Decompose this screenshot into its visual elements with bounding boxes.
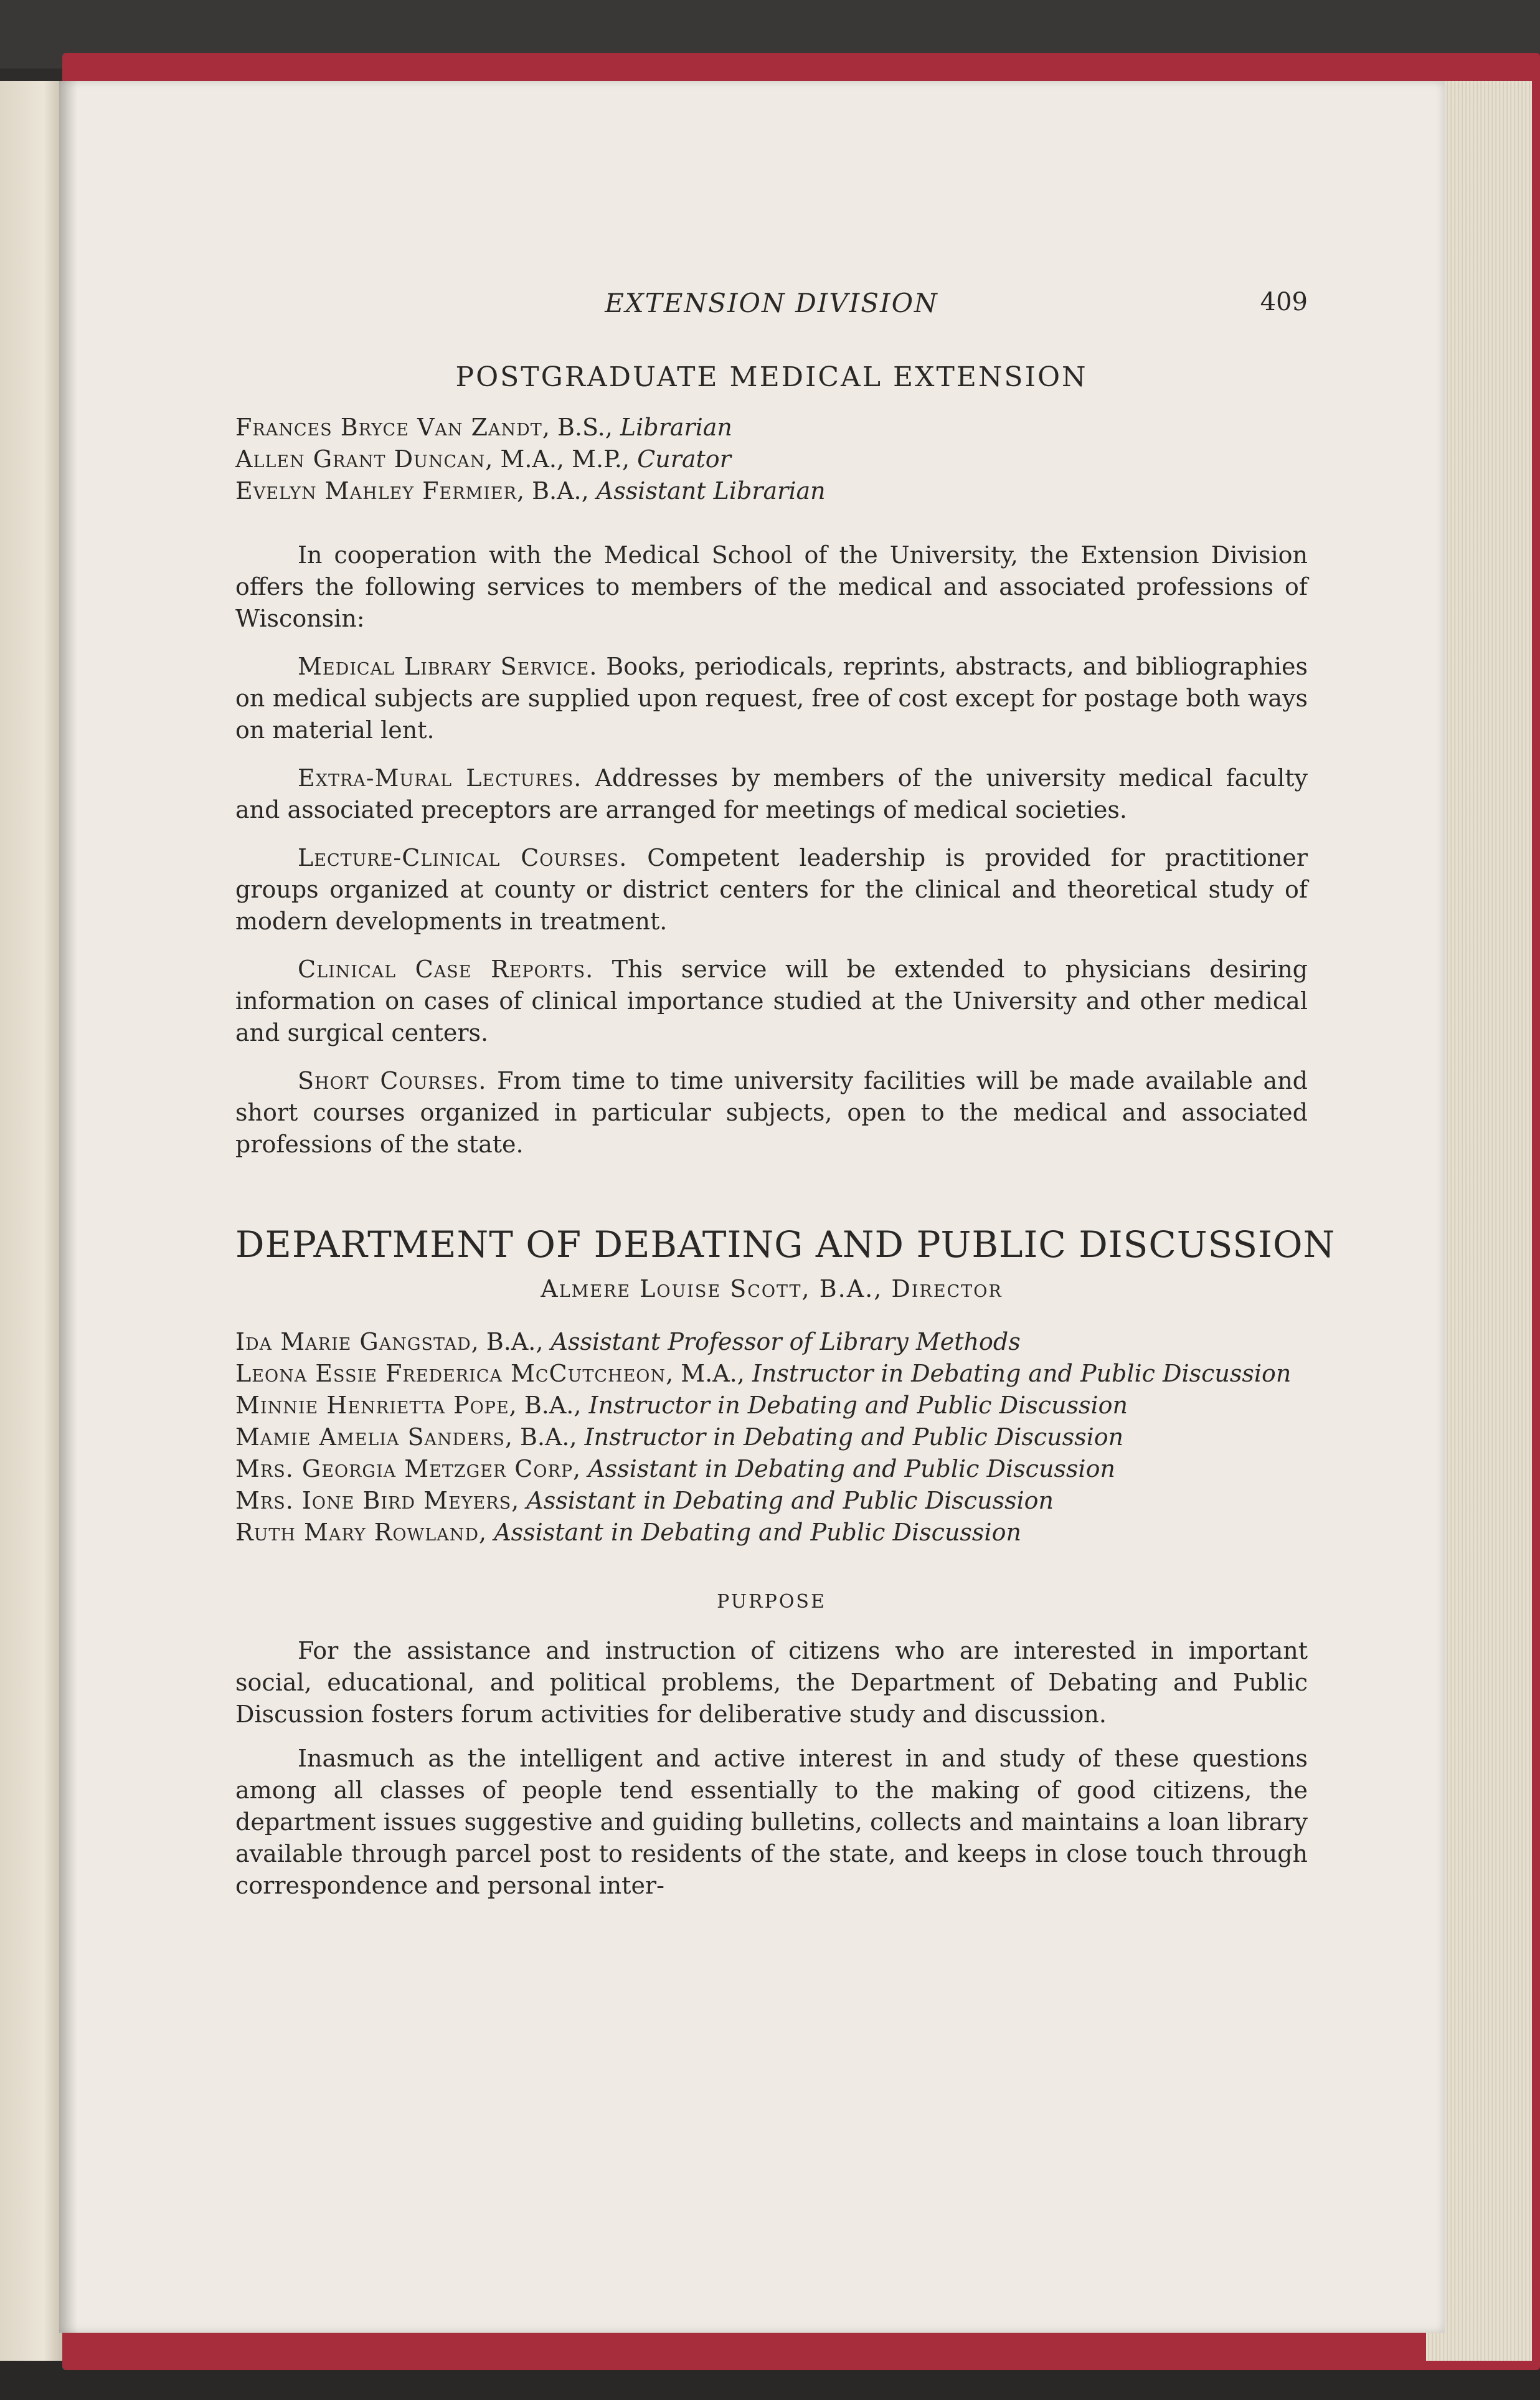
staff-title: Curator bbox=[637, 445, 731, 473]
staff-name: Frances Bryce Van Zandt bbox=[235, 414, 542, 441]
staff-degree: , bbox=[479, 1519, 494, 1546]
service-text: Books, periodicals, reprints, abstracts, and bibliographies on medical subjects are supplied upon request, free of cost except for postage both ways on material lent. bbox=[235, 653, 1308, 744]
staff-name: Ruth Mary Rowland bbox=[235, 1519, 479, 1546]
staff-entry bbox=[235, 475, 1308, 507]
staff-title: Assistant Librarian bbox=[596, 477, 826, 505]
gutter-shadow bbox=[59, 81, 78, 2333]
facing-page-edge bbox=[0, 81, 62, 2361]
staff-title: Instructor in Debating and Public Discussion bbox=[584, 1423, 1124, 1451]
staff-title: Assistant in Debating and Public Discussion bbox=[494, 1519, 1021, 1546]
staff-name: Evelyn Mahley Fermier bbox=[235, 477, 517, 505]
staff-title: Assistant in Debating and Public Discussion bbox=[526, 1487, 1054, 1514]
running-head-title: EXTENSION DIVISION bbox=[605, 288, 938, 318]
staff-degree: , B.A., bbox=[516, 477, 597, 505]
staff-degree: , B.A., bbox=[509, 1392, 589, 1419]
staff-degree: , bbox=[511, 1487, 527, 1514]
staff-degree: , bbox=[573, 1455, 588, 1482]
department-director: Almere Louise Scott, B.A., Director bbox=[541, 1275, 1003, 1302]
service-heading: Clinical Case Reports. bbox=[298, 956, 594, 983]
staff-name: Mrs. Georgia Metzger Corp bbox=[235, 1455, 574, 1482]
medical-extension-staff bbox=[235, 412, 1308, 507]
staff-entry bbox=[235, 1421, 1308, 1453]
staff-entry bbox=[235, 443, 1308, 475]
staff-degree: , B.S., bbox=[542, 414, 620, 441]
section-title-medical-extension: POSTGRADUATE MEDICAL EXTENSION bbox=[455, 361, 1088, 393]
page-number: 409 bbox=[1260, 288, 1308, 316]
staff-name: Ida Marie Gangstad bbox=[235, 1328, 471, 1355]
service-text: Competent leadership is provided for practitioner groups organized at county or district centers for the clinical and theoretical study of modern developments in treatment. bbox=[235, 844, 1308, 935]
service-paragraph bbox=[235, 954, 1308, 1049]
staff-degree: , B.A., bbox=[504, 1423, 585, 1451]
service-paragraph bbox=[235, 651, 1308, 746]
page-text bbox=[235, 283, 1336, 1902]
service-heading: Medical Library Service. bbox=[298, 653, 598, 680]
medical-extension-intro: In cooperation with the Medical School of the University, the Extension Division offers the following services to members of the medical and associated professions of Wisconsin: bbox=[235, 541, 1308, 632]
debating-staff bbox=[235, 1326, 1308, 1549]
staff-title: Instructor in Debating and Public Discussion bbox=[588, 1392, 1128, 1419]
staff-title: Assistant in Debating and Public Discussion bbox=[588, 1455, 1115, 1482]
staff-title: Assistant Professor of Library Methods bbox=[550, 1328, 1021, 1355]
service-paragraph bbox=[235, 842, 1308, 937]
service-text: This service will be extended to physicians desiring information on cases of clinical importance studied at the University and other medical and surgical centers. bbox=[235, 956, 1308, 1046]
service-heading: Extra-Mural Lectures. bbox=[298, 764, 582, 792]
purpose-paragraph: Inasmuch as the intelligent and active interest in and study of these questions among all classes of people tend essentially to the making of good citizens, the department issues suggestive and guiding bulletins, collects and maintains a loan library available through parcel post to residents of the state, and keeps in close touch through correspondence and personal inter- bbox=[235, 1745, 1308, 1899]
staff-entry bbox=[235, 1326, 1308, 1358]
staff-degree: , M.A., bbox=[666, 1360, 752, 1387]
staff-name: Allen Grant Duncan bbox=[235, 445, 486, 473]
service-heading: Lecture-Clinical Courses. bbox=[298, 844, 628, 871]
staff-degree: , M.A., M.P., bbox=[485, 445, 638, 473]
staff-entry bbox=[235, 1358, 1308, 1390]
staff-name: Leona Essie Frederica McCutcheon bbox=[235, 1360, 666, 1387]
staff-title: Librarian bbox=[620, 414, 732, 441]
purpose-paragraph: For the assistance and instruction of citizens who are interested in important social, educational, and political problems, the Department of Debating and Public Discussion fosters forum activities for deliberative study and discussion. bbox=[235, 1637, 1308, 1728]
service-heading: Short Courses. bbox=[298, 1067, 487, 1094]
service-paragraph bbox=[235, 1065, 1308, 1160]
section-title-debating: DEPARTMENT OF DEBATING AND PUBLIC DISCUSSION bbox=[235, 1223, 1336, 1266]
staff-name: Mamie Amelia Sanders bbox=[235, 1423, 505, 1451]
service-text: From time to time university facilities will be made available and short courses organized in particular subjects, open to the medical and associated professions of the state. bbox=[235, 1067, 1308, 1158]
purpose-heading: PURPOSE bbox=[717, 1591, 826, 1613]
staff-entry bbox=[235, 1453, 1308, 1485]
staff-title: Instructor in Debating and Public Discussion bbox=[752, 1360, 1292, 1387]
staff-entry bbox=[235, 1517, 1308, 1549]
staff-entry bbox=[235, 1485, 1308, 1517]
staff-name: Minnie Henrietta Pope bbox=[235, 1392, 509, 1419]
staff-degree: , B.A., bbox=[471, 1328, 551, 1355]
service-text: Addresses by members of the university medical faculty and associated preceptors are arranged for meetings of medical societies. bbox=[235, 764, 1308, 823]
staff-entry bbox=[235, 1390, 1308, 1421]
staff-entry bbox=[235, 412, 1308, 443]
staff-name: Mrs. Ione Bird Meyers bbox=[235, 1487, 512, 1514]
service-paragraph bbox=[235, 762, 1308, 826]
